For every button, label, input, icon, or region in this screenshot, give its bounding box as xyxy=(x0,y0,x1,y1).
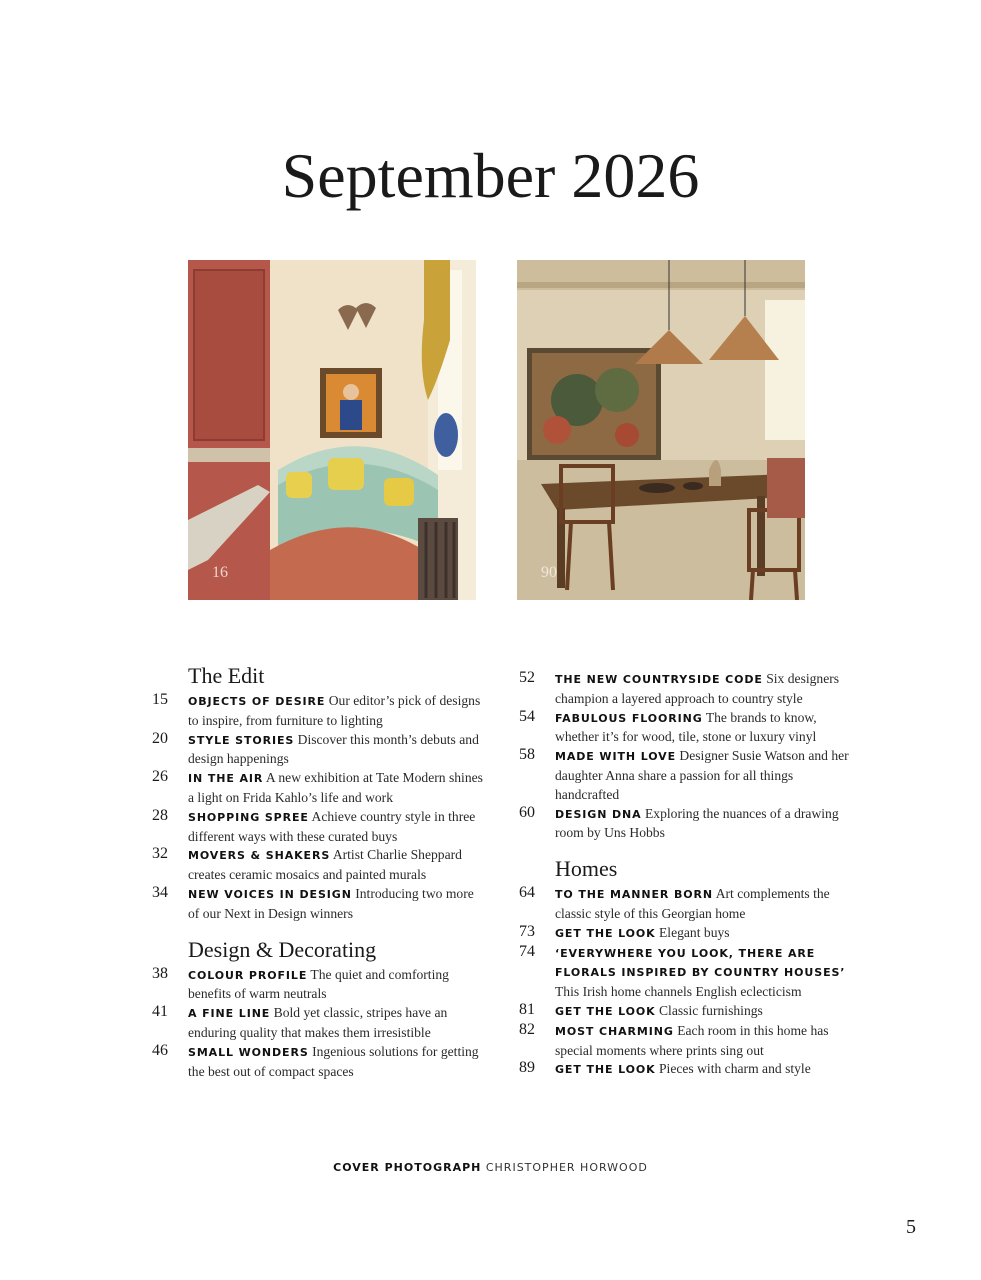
cover-photo-credit xyxy=(0,1161,981,1174)
entry-page: 74 xyxy=(519,942,535,960)
entry-page: 38 xyxy=(152,964,168,982)
entry-headline: STYLE STORIES xyxy=(188,733,295,747)
entry-page: 28 xyxy=(152,806,168,824)
entry-headline: SMALL WONDERS xyxy=(188,1045,309,1059)
entry-headline: MOVERS & SHAKERS xyxy=(188,849,331,863)
toc-entry[interactable] xyxy=(513,747,853,804)
toc-entry[interactable] xyxy=(146,808,486,847)
entry-page: 26 xyxy=(152,768,168,786)
entry-page: 41 xyxy=(152,1003,168,1021)
toc-entry[interactable] xyxy=(146,769,486,808)
page-title: September 2026 xyxy=(281,140,700,211)
entry-page: 46 xyxy=(152,1041,168,1059)
nook-photo-icon xyxy=(188,260,476,600)
entry-description: Ingenious solutions for getting the best out of compact spaces xyxy=(188,1043,479,1079)
toc-entry[interactable] xyxy=(146,966,486,1005)
credit-label: COVER PHOTOGRAPH xyxy=(333,1161,482,1174)
entry-description: The quiet and comforting benefits of warm neutrals xyxy=(188,966,449,1002)
credit-name: CHRISTOPHER HORWOOD xyxy=(485,1161,648,1174)
toc-entry[interactable] xyxy=(146,885,486,924)
entry-headline: IN THE AIR xyxy=(188,772,264,786)
entry-description: Pieces with charm and style xyxy=(658,1061,811,1077)
toc-entry[interactable] xyxy=(513,709,853,748)
entry-page: 20 xyxy=(152,729,168,747)
section-heading: Design & Decorating xyxy=(188,936,377,962)
entry-headline: A FINE LINE xyxy=(188,1007,271,1021)
page-number: 5 xyxy=(906,1216,916,1238)
entry-description: Introducing two more of our Next in Design winners xyxy=(188,885,474,921)
toc-entry[interactable] xyxy=(513,1022,853,1061)
toc-entry[interactable] xyxy=(146,692,486,731)
entry-page: 32 xyxy=(152,845,168,863)
entry-headline: MADE WITH LOVE xyxy=(555,750,676,764)
toc-entry[interactable] xyxy=(513,805,853,844)
entry-page: 60 xyxy=(519,803,535,821)
entry-description: Our editor’s pick of designs to inspire, from furniture to lighting xyxy=(188,693,481,728)
entry-description: A new exhibition at Tate Modern shines a light on Frida Kahlo’s life and work xyxy=(188,770,483,805)
entry-page: 52 xyxy=(519,669,535,686)
entry-page: 15 xyxy=(152,691,168,708)
entry-description: Achieve country style in three different ways with these curated buys xyxy=(188,808,476,844)
contents-left-column xyxy=(146,662,486,1081)
entry-page: 54 xyxy=(519,707,535,725)
toc-entry[interactable] xyxy=(513,670,853,709)
entry-headline: DESIGN DNA xyxy=(555,807,642,821)
entry-description: Designer Susie Watson and her daughter Anna share a passion for all things handcrafted xyxy=(555,748,849,802)
entry-page: 81 xyxy=(519,1000,535,1018)
photo-page-number: 16 xyxy=(212,564,228,581)
toc-entry[interactable] xyxy=(513,944,853,1002)
entry-description: Bold yet classic, stripes have an enduring quality that makes them irresistible xyxy=(188,1005,448,1040)
entry-page: 64 xyxy=(519,884,535,902)
toc-entry[interactable] xyxy=(513,885,853,924)
entry-page: 58 xyxy=(519,746,535,764)
entry-headline: TO THE MANNER BORN xyxy=(555,888,714,902)
entry-headline: FABULOUS FLOORING xyxy=(555,711,703,725)
entry-description: Classic furnishings xyxy=(658,1002,763,1018)
entry-page: 73 xyxy=(519,922,535,940)
entry-headline: NEW VOICES IN DESIGN xyxy=(188,887,352,901)
entry-description: The brands to know, whether it’s for wood, tile, stone or luxury vinyl xyxy=(555,709,817,745)
nook-photo[interactable] xyxy=(188,260,476,600)
entry-description: Exploring the nuances of a drawing room by Uns Hobbs xyxy=(555,805,839,841)
toc-entry[interactable] xyxy=(146,1043,486,1082)
entry-description: This Irish home channels English eclecticism xyxy=(555,984,802,1000)
contents-right-column xyxy=(513,670,853,1080)
entry-page: 34 xyxy=(152,883,168,901)
entry-page: 82 xyxy=(519,1020,535,1038)
entry-headline: COLOUR PROFILE xyxy=(188,968,308,982)
entry-headline: THE NEW COUNTRYSIDE CODE xyxy=(555,673,763,686)
entry-headline: ‘EVERYWHERE YOU LOOK, THERE ARE FLORALS INSPIRED BY COUNTRY HOUSES’ xyxy=(555,946,846,980)
section-heading: Homes xyxy=(555,856,618,882)
entry-description: Six designers champion a layered approach to country style xyxy=(555,671,840,706)
toc-entry[interactable] xyxy=(146,1004,486,1043)
toc-entry[interactable] xyxy=(146,731,486,770)
section-heading: The Edit xyxy=(188,663,265,688)
entry-description: Elegant buys xyxy=(658,924,730,940)
entry-headline: GET THE LOOK xyxy=(555,926,656,940)
entry-description: Artist Charlie Sheppard creates ceramic mosaics and painted murals xyxy=(188,847,462,883)
entry-headline: GET THE LOOK xyxy=(555,1063,656,1077)
entry-page: 89 xyxy=(519,1059,535,1077)
entry-description: Art complements the classic style of this Georgian home xyxy=(555,886,830,921)
toc-entry[interactable] xyxy=(513,1060,853,1080)
photo-page-number: 90 xyxy=(541,564,557,581)
toc-entry[interactable] xyxy=(513,1002,853,1022)
entry-headline: OBJECTS OF DESIRE xyxy=(188,695,326,708)
toc-entry[interactable] xyxy=(513,924,853,944)
toc-entry[interactable] xyxy=(146,846,486,885)
entry-headline: SHOPPING SPREE xyxy=(188,810,309,824)
dining-room-photo[interactable] xyxy=(517,260,805,600)
entry-description: Each room in this home has special moments where prints sing out xyxy=(555,1022,829,1058)
dining-room-photo-icon xyxy=(517,260,805,600)
entry-description: Discover this month’s debuts and design happenings xyxy=(188,731,479,767)
entry-headline: MOST CHARMING xyxy=(555,1024,674,1038)
entry-headline: GET THE LOOK xyxy=(555,1004,656,1018)
